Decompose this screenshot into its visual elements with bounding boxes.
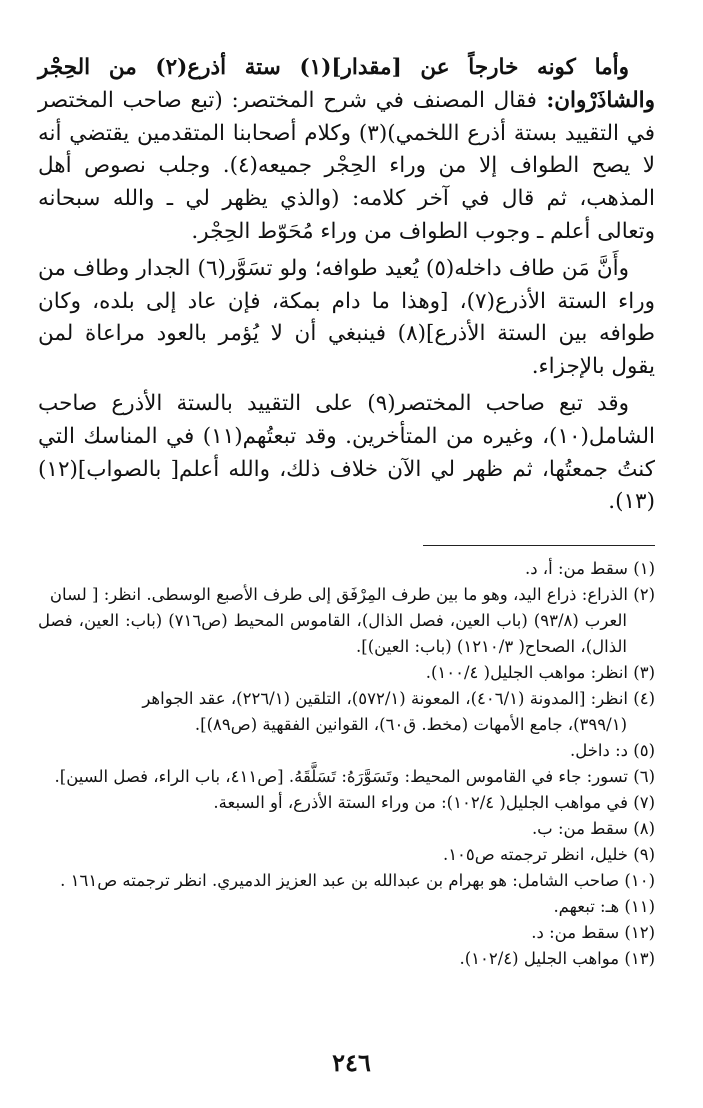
paragraph-3: وقد تبع صاحب المختصر(٩) على التقييد بالستة الأذرع صاحب الشامل(١٠)، وغيره من المتأخرين. وقد تبعتُهم(١١) في المناسك التي كنتُ جمعتُها، ثم ظهر لي الآن خلاف ذلك، والله أعلم[ بالصواب](١٢)(١٣). bbox=[38, 390, 655, 515]
footnotes bbox=[38, 556, 655, 972]
page-number: ٢٤٦ bbox=[332, 1048, 371, 1077]
paragraph-1-text: فقال المصنف في شرح المختصر: (تبع صاحب المختصر في التقييد بستة أذرع اللخمي)(٣) وكلام أصحابنا المتقدمين يقتضي أنه لا يصح الطواف إلا من وراء الحِجْر جميعه(٤). وجلب نصوص أهل المذهب، ثم قال في آخر كلامه: (والذي يظهر لي ـ والله سبحانه وتعالى أعلم ـ وجوب الطواف من وراء مُحَوّط الحِجْر. bbox=[38, 87, 656, 244]
footnote-7: (٧) في مواهب الجليل( ١٠٢/٤): من وراء الستة الأذرع، أو السبعة. bbox=[213, 793, 655, 813]
main-text bbox=[38, 52, 655, 519]
footnote-10: (١٠) صاحب الشامل: هو بهرام بن عبدالله بن عبد العزيز الدميري. انظر ترجمته ص١٦١ . bbox=[60, 871, 655, 891]
footnote-5: (٥) د: داخل. bbox=[569, 741, 655, 761]
footnote-1: (١) سقط من: أ، د. bbox=[524, 559, 655, 579]
footnote-6: (٦) تسور: جاء في القاموس المحيط: وتَسَوَّرَهُ: تَسَلَّقَهُ. [ص٤١١، باب الراء، فصل السين]. bbox=[54, 767, 655, 787]
paragraph-2: وأَنَّ مَن طاف داخله(٥) يُعيد طوافه؛ ولو تسَوَّر(٦) الجدار وطاف من وراء الستة الأذرع(٧)، [وهذا ما دام بمكة، فإن عاد إلى بلده، وكان طوافه بين الستة الأذرع](٨) فينبغي أن لا يُؤمر بالعود مراعاة لمن يقول بالإجزاء. bbox=[38, 255, 655, 380]
footnote-4: (٤) انظر: [المدونة (٤٠٦/١)، المعونة (٥٧٢/١)، التلقين (٢٢٦/١)، عقد الجواهر (٣٩٩/١)، جامع الأمهات (مخط. ق٦٠)، القوانين الفقهية (ص٨٩)]. bbox=[142, 689, 655, 735]
footnote-divider bbox=[423, 545, 655, 546]
footnote-9: (٩) خليل، انظر ترجمته ص١٠٥. bbox=[442, 845, 655, 865]
footnote-12: (١٢) سقط من: د. bbox=[531, 923, 655, 943]
footnote-3: (٣) انظر: مواهب الجليل( ١٠٠/٤). bbox=[425, 663, 655, 683]
footnote-2: (٢) الذراع: ذراع اليد، وهو ما بين طرف المِرْفَق إلى طرف الأصبع الوسطى. انظر: [ لسان العرب (٩٣/٨) (باب العين، فصل الذال)، القاموس المحيط (ص٧١٦) (باب: العين، فصل الذال)، الصحاح( ١٢١٠/٣) (باب: العين)]. bbox=[38, 585, 655, 657]
paragraph-1 bbox=[38, 52, 655, 249]
footnote-13: (١٣) مواهب الجليل (١٠٢/٤). bbox=[459, 949, 655, 969]
footnote-8: (٨) سقط من: ب. bbox=[531, 819, 655, 839]
footnote-11: (١١) هـ: تبعهم. bbox=[553, 897, 655, 917]
paragraph-1-heading: وأما كونه خارجاً عن [مقدار](١) ستة أذرع(٢) من الحِجْر والشاذَرْوان: bbox=[38, 55, 655, 113]
